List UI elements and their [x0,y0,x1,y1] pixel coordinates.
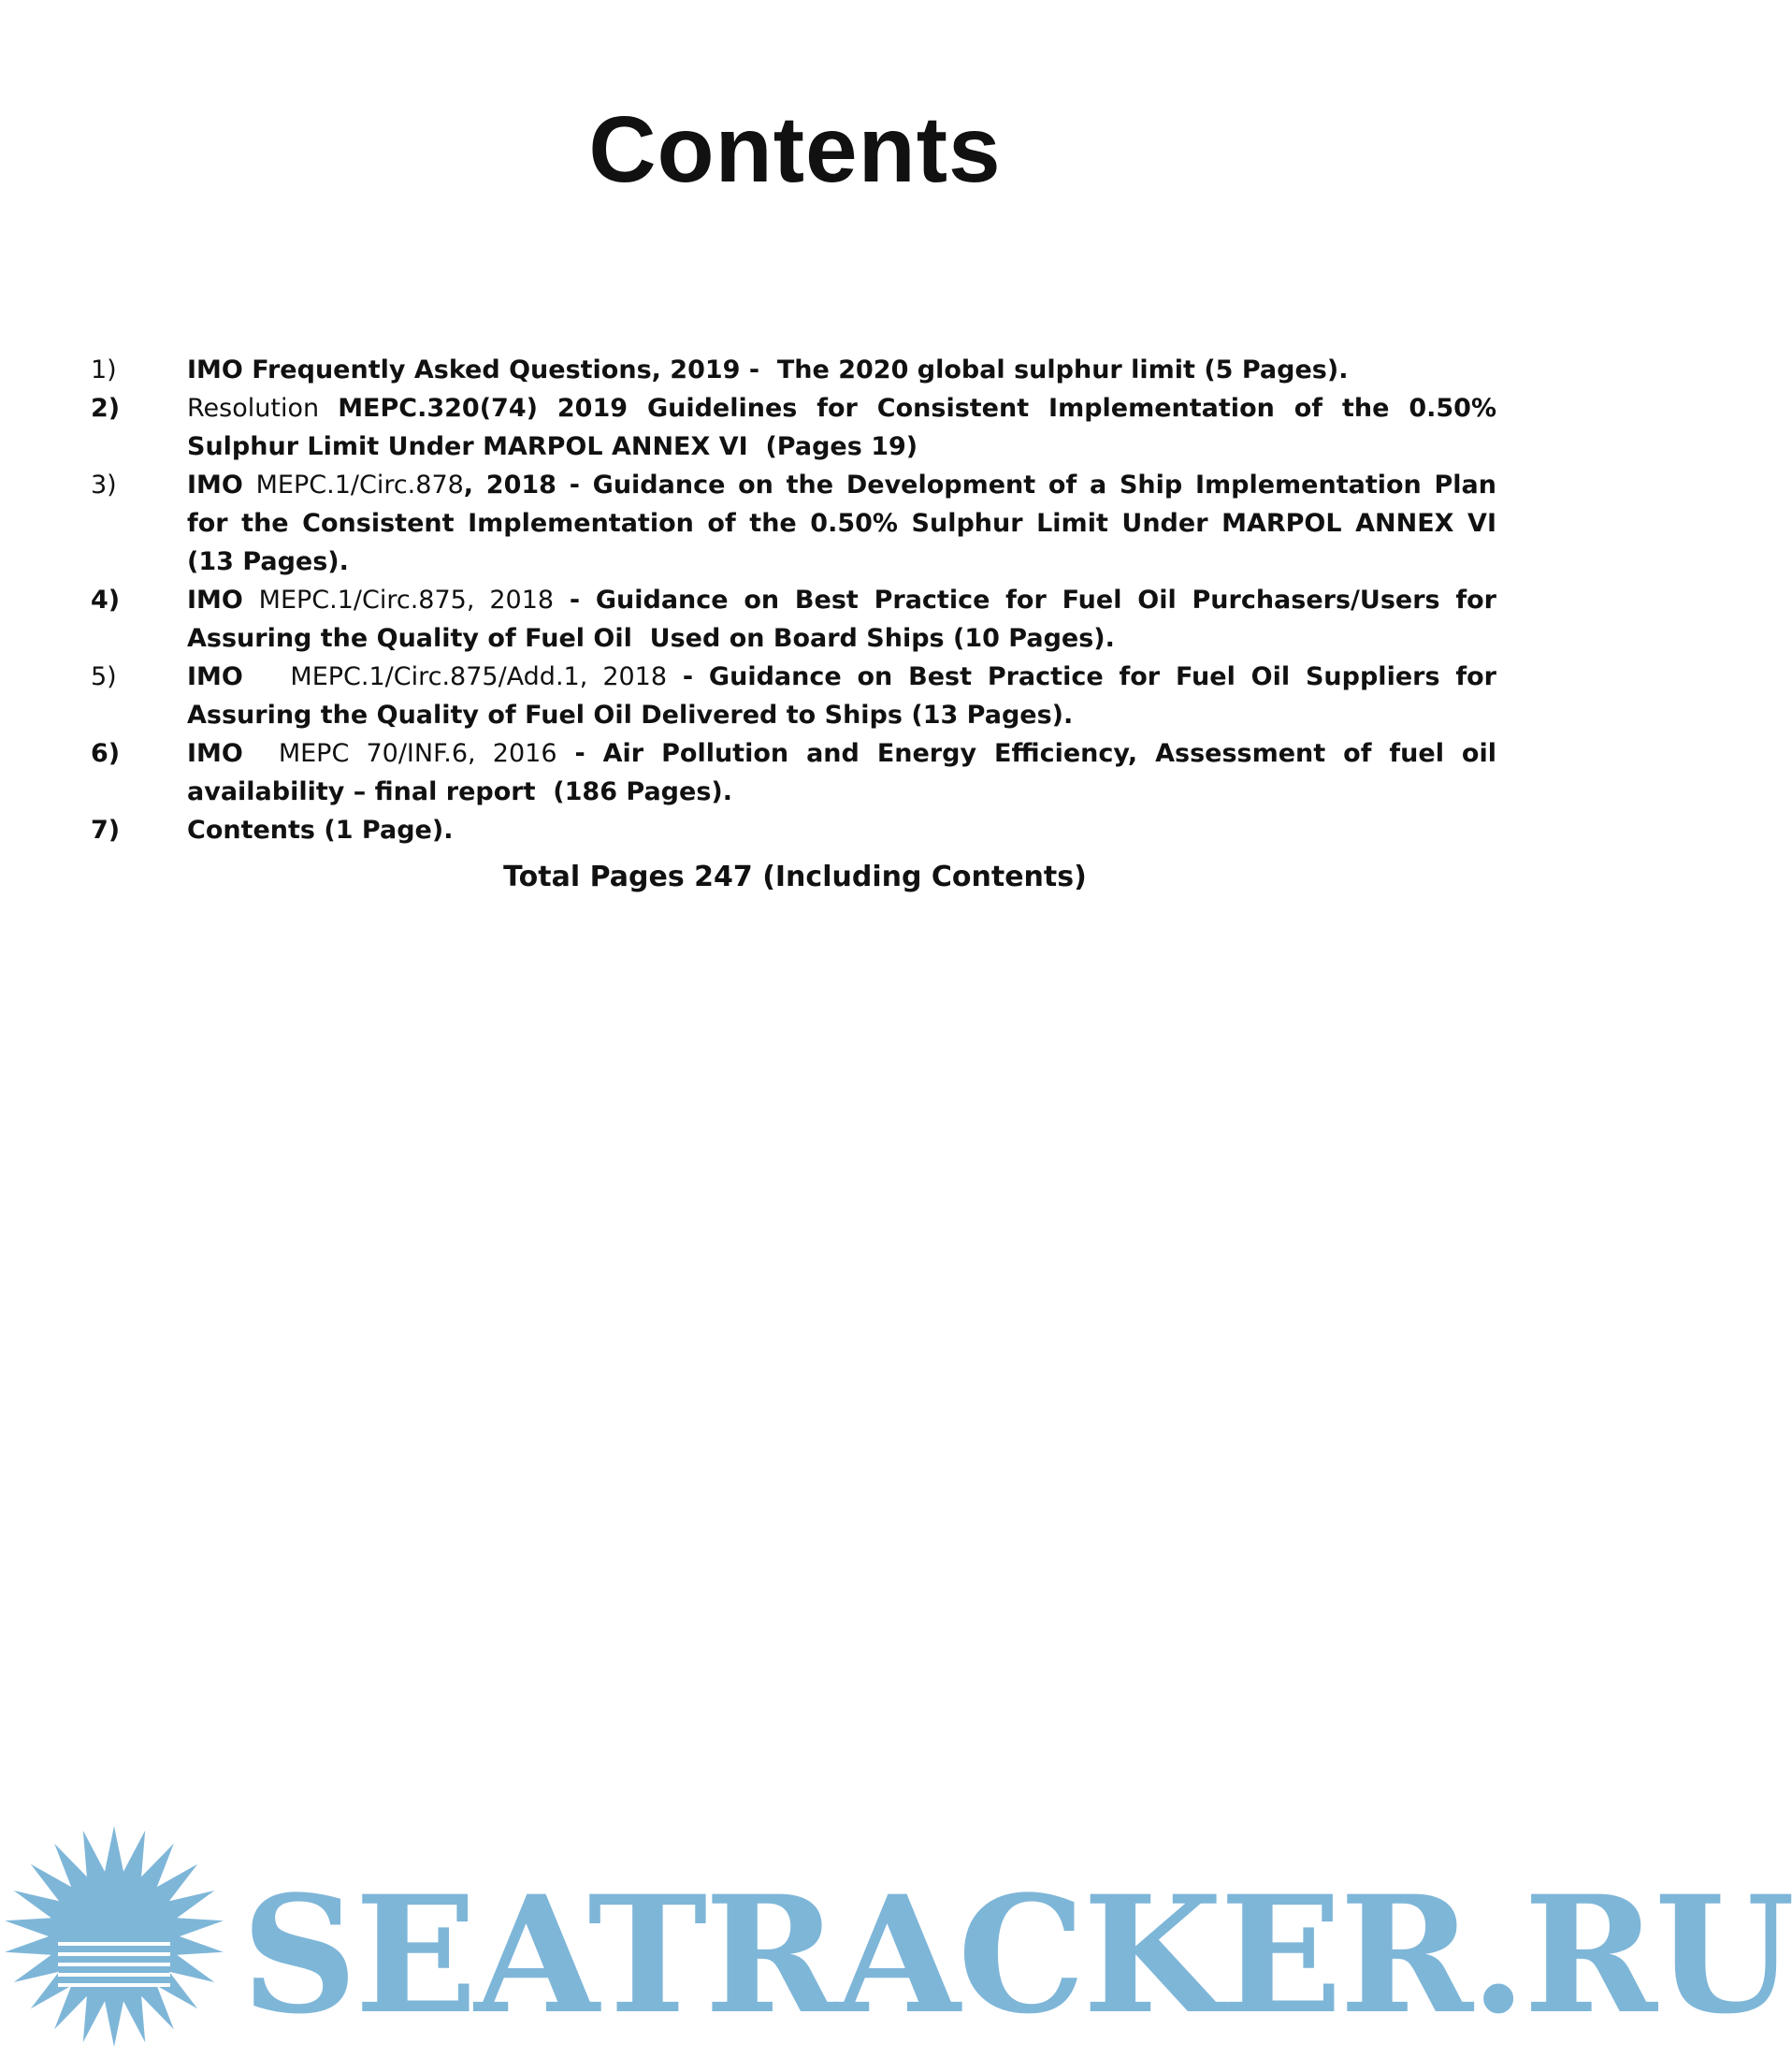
item-text-part: , 2018 - Guidance on the Development of a Ship Implementation Plan for the Consistent Implementation of the 0.50% Sulphur Limit Under MARPOL ANNEX VI (13 Pages). [187,471,1514,576]
contents-item [91,658,1506,734]
item-text-part: Contents (1 Page). [187,816,454,845]
watermark-text: SEATRACKER.RU [241,1860,1792,2050]
sun-stripe [58,1973,170,1977]
item-number: 5) [91,662,117,691]
item-text [187,734,1506,811]
contents-list [91,351,1514,849]
item-number: 3) [91,471,117,500]
contents-item [91,811,1496,849]
item-text [187,811,1496,849]
total-pages: Total Pages 247 (Including Contents) [503,861,1087,893]
item-number: 1) [91,355,117,384]
item-text-part: MEPC.1/Circ.875/Add.1, 2018 [290,662,668,691]
item-text-part: IMO [187,471,256,500]
item-text [187,351,1496,389]
sun-stripe [58,1983,170,1987]
item-number: 7) [91,816,121,845]
item-text [187,658,1506,734]
contents-item [91,389,1506,466]
item-number: 2) [91,394,121,423]
item-text-part: MEPC 70/INF.6, 2016 [278,739,557,768]
item-text-part: - Air Pollution and Energy Efficiency, Assessment of fuel oil availability – final report (186 Pages). [187,739,1506,806]
sun-stripe [58,1942,170,1946]
item-text-part: IMO [187,662,291,691]
page-title: Contents [588,97,1002,202]
item-text [187,389,1506,466]
item-text-part: MEPC.1/Circ.875, 2018 [258,586,555,615]
item-text-part: IMO [187,739,279,768]
item-text-part: - Guidance on Best Practice for Fuel Oil Suppliers for Assuring the Quality of Fuel Oil Delivered to Ships (13 Pages). [187,662,1506,730]
item-text-part: Resolution [187,394,339,423]
contents-item [91,581,1506,658]
contents-item [91,466,1514,581]
item-text-part: MEPC.1/Circ.878 [255,471,464,500]
sun-stripe [58,1952,170,1956]
contents-item [91,351,1496,389]
item-text-part: IMO Frequently Asked Questions, 2019 - The 2020 global sulphur limit (5 Pages). [187,355,1349,384]
item-text [187,581,1506,658]
item-number: 4) [91,586,121,615]
sun-stripe [58,1963,170,1966]
item-number: 6) [91,739,121,768]
item-text-part: MEPC.320(74) 2019 Guidelines for Consistent Implementation of the 0.50% Sulphur Limit Under MARPOL ANNEX VI (Pages 19) [187,394,1506,461]
item-text-part: - Guidance on Best Practice for Fuel Oil Purchasers/Users for Assuring the Quality of Fuel Oil Used on Board Ships (10 Pages). [187,586,1506,653]
sun-icon [5,1826,224,2047]
contents-item [91,734,1506,811]
item-text-part: IMO [187,586,259,615]
item-text [187,466,1514,581]
